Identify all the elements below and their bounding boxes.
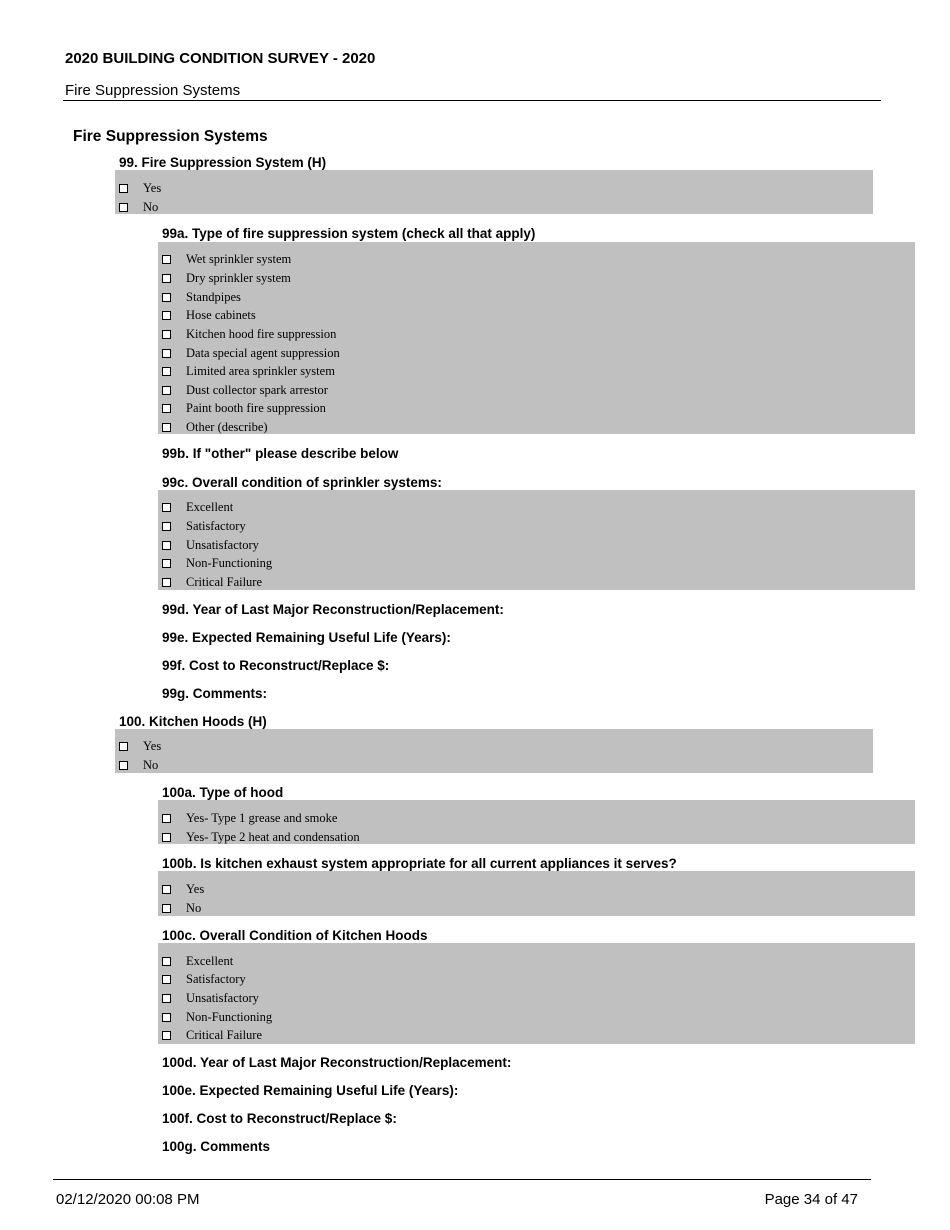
- checkbox[interactable]: [162, 293, 171, 302]
- option-label: No: [186, 900, 202, 915]
- option-99a-data-special-agent[interactable]: [162, 344, 340, 362]
- option-99c-excellent[interactable]: [162, 498, 233, 516]
- checkbox[interactable]: [162, 503, 171, 512]
- option-label: No: [143, 199, 159, 214]
- checkbox[interactable]: [162, 274, 171, 283]
- question-100c-options: [158, 943, 915, 1044]
- question-99a-label: 99a. Type of fire suppression system (check all that apply): [162, 226, 536, 241]
- checkbox[interactable]: [162, 904, 171, 913]
- question-100-options: [115, 729, 873, 773]
- option-100a-type-1[interactable]: [162, 809, 337, 827]
- option-label: Yes: [143, 738, 162, 753]
- option-100c-non-functioning[interactable]: [162, 1008, 272, 1026]
- option-99c-critical-failure[interactable]: [162, 573, 262, 591]
- option-100c-critical-failure[interactable]: [162, 1026, 262, 1044]
- checkbox[interactable]: [162, 1031, 171, 1040]
- option-99a-other[interactable]: [162, 418, 268, 436]
- option-100c-excellent[interactable]: [162, 952, 233, 970]
- option-label: Wet sprinkler system: [186, 251, 292, 266]
- option-99c-satisfactory[interactable]: [162, 517, 246, 535]
- question-99g-label: 99g. Comments:: [162, 686, 268, 701]
- question-99-label: 99. Fire Suppression System (H): [119, 155, 327, 170]
- question-100d-label: 100d. Year of Last Major Reconstruction/Replacement:: [162, 1055, 512, 1070]
- checkbox[interactable]: [162, 423, 171, 432]
- checkbox[interactable]: [162, 559, 171, 568]
- option-99a-dust-collector[interactable]: [162, 381, 328, 399]
- checkbox[interactable]: [162, 311, 171, 320]
- option-label: Excellent: [186, 499, 234, 514]
- checkbox[interactable]: [119, 203, 128, 212]
- option-label: Kitchen hood fire suppression: [186, 326, 337, 341]
- checkbox[interactable]: [162, 1013, 171, 1022]
- option-100b-no[interactable]: [162, 899, 201, 917]
- header-section-name: Fire Suppression Systems: [65, 82, 241, 99]
- option-label: Paint booth fire suppression: [186, 400, 326, 415]
- option-99a-hose-cabinets[interactable]: [162, 306, 256, 324]
- option-99-no[interactable]: [119, 198, 158, 216]
- checkbox[interactable]: [162, 975, 171, 984]
- checkbox[interactable]: [119, 742, 128, 751]
- option-label: Hose cabinets: [186, 307, 256, 322]
- option-label: Non-Functioning: [186, 555, 273, 570]
- option-label: Data special agent suppression: [186, 345, 340, 360]
- checkbox[interactable]: [162, 994, 171, 1003]
- option-99a-dry-sprinkler[interactable]: [162, 269, 291, 287]
- checkbox[interactable]: [162, 367, 171, 376]
- question-99c-label: 99c. Overall condition of sprinkler systems:: [162, 475, 442, 490]
- question-99d-label: 99d. Year of Last Major Reconstruction/Replacement:: [162, 602, 504, 617]
- option-99a-standpipes[interactable]: [162, 288, 241, 306]
- checkbox[interactable]: [119, 184, 128, 193]
- footer-timestamp: 02/12/2020 00:08 PM: [56, 1191, 200, 1208]
- question-100b-options: [158, 871, 915, 916]
- question-100a-options: [158, 800, 915, 844]
- checkbox[interactable]: [162, 330, 171, 339]
- question-99-options: [115, 170, 873, 214]
- checkbox[interactable]: [162, 349, 171, 358]
- option-100c-unsatisfactory[interactable]: [162, 989, 259, 1007]
- checkbox[interactable]: [162, 404, 171, 413]
- question-99b-label: 99b. If "other" please describe below: [162, 446, 399, 461]
- option-label: Excellent: [186, 953, 234, 968]
- option-label: Limited area sprinkler system: [186, 363, 335, 378]
- question-100c-label: 100c. Overall Condition of Kitchen Hoods: [162, 928, 428, 943]
- checkbox[interactable]: [162, 885, 171, 894]
- option-label: Yes- Type 1 grease and smoke: [186, 810, 338, 825]
- option-label: Unsatisfactory: [186, 990, 259, 1005]
- checkbox[interactable]: [162, 814, 171, 823]
- option-100-yes[interactable]: [119, 737, 161, 755]
- option-label: Yes- Type 2 heat and condensation: [186, 829, 360, 844]
- checkbox[interactable]: [162, 957, 171, 966]
- option-label: Yes: [143, 180, 162, 195]
- survey-title: 2020 BUILDING CONDITION SURVEY - 2020: [65, 50, 376, 67]
- option-label: Satisfactory: [186, 518, 246, 533]
- option-99a-kitchen-hood[interactable]: [162, 325, 336, 343]
- question-99c-options: [158, 490, 915, 590]
- question-99e-label: 99e. Expected Remaining Useful Life (Years):: [162, 630, 451, 645]
- header-divider: [63, 100, 881, 101]
- option-label: Satisfactory: [186, 971, 246, 986]
- option-label: Critical Failure: [186, 574, 263, 589]
- option-100c-satisfactory[interactable]: [162, 970, 246, 988]
- checkbox[interactable]: [162, 255, 171, 264]
- question-99f-label: 99f. Cost to Reconstruct/Replace $:: [162, 658, 390, 673]
- question-100e-label: 100e. Expected Remaining Useful Life (Years):: [162, 1083, 459, 1098]
- question-100-label: 100. Kitchen Hoods (H): [119, 714, 267, 729]
- option-label: Unsatisfactory: [186, 537, 259, 552]
- section-heading: Fire Suppression Systems: [73, 128, 268, 145]
- option-100b-yes[interactable]: [162, 880, 204, 898]
- option-label: Other (describe): [186, 419, 268, 434]
- checkbox[interactable]: [162, 522, 171, 531]
- option-label: Critical Failure: [186, 1027, 263, 1042]
- checkbox[interactable]: [162, 833, 171, 842]
- option-100a-type-2[interactable]: [162, 828, 360, 846]
- question-100f-label: 100f. Cost to Reconstruct/Replace $:: [162, 1111, 397, 1126]
- checkbox[interactable]: [162, 541, 171, 550]
- question-100g-label: 100g. Comments: [162, 1139, 271, 1154]
- page-number: Page 34 of 47: [764, 1191, 858, 1208]
- question-100b-label: 100b. Is kitchen exhaust system appropriate for all current appliances it serves?: [162, 856, 677, 871]
- option-label: Dust collector spark arrestor: [186, 382, 328, 397]
- question-99a-options: [158, 242, 915, 434]
- option-99a-limited-area[interactable]: [162, 362, 335, 380]
- checkbox[interactable]: [162, 578, 171, 587]
- option-100-no[interactable]: [119, 756, 158, 774]
- option-label: Non-Functioning: [186, 1009, 273, 1024]
- checkbox[interactable]: [162, 386, 171, 395]
- option-label: Dry sprinkler system: [186, 270, 291, 285]
- footer-divider: [53, 1179, 871, 1180]
- question-100a-label: 100a. Type of hood: [162, 785, 284, 800]
- option-99-yes[interactable]: [119, 179, 161, 197]
- option-99c-non-functioning[interactable]: [162, 554, 272, 572]
- option-99a-paint-booth[interactable]: [162, 399, 326, 417]
- option-99a-wet-sprinkler[interactable]: [162, 250, 291, 268]
- checkbox[interactable]: [119, 761, 128, 770]
- option-label: Yes: [186, 881, 205, 896]
- option-label: No: [143, 757, 159, 772]
- option-label: Standpipes: [186, 289, 241, 304]
- option-99c-unsatisfactory[interactable]: [162, 536, 259, 554]
